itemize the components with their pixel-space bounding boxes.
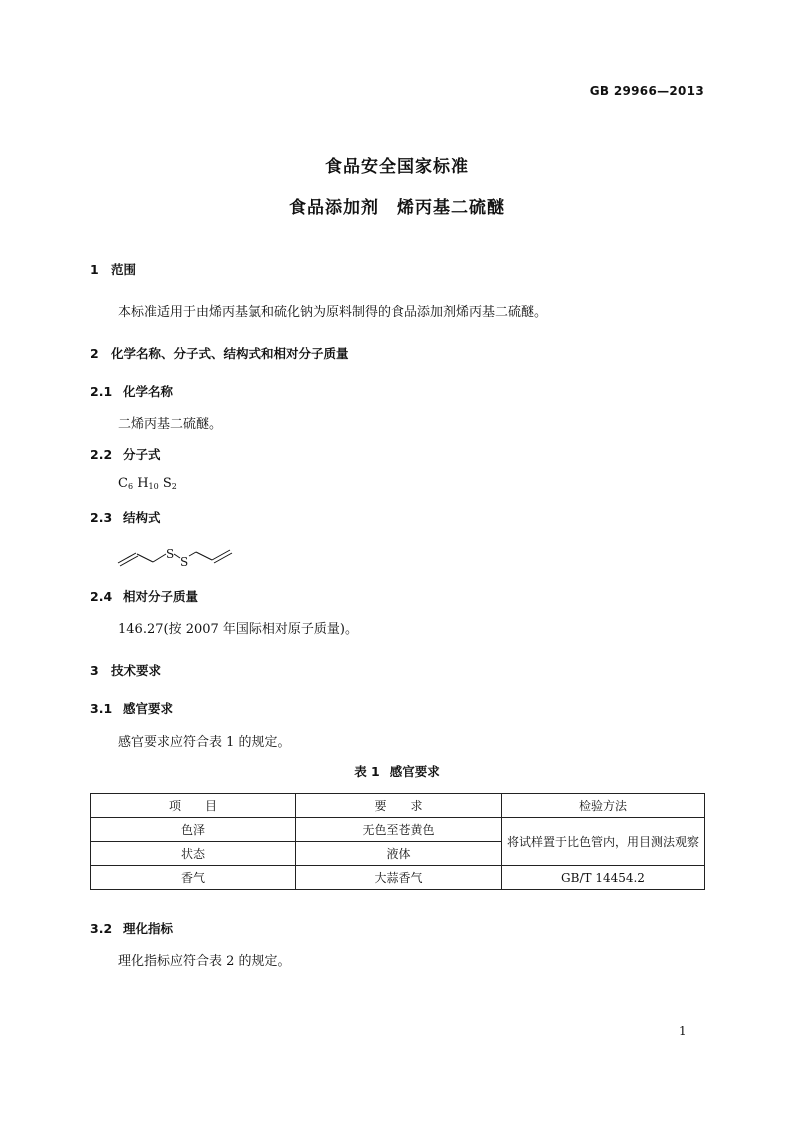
table-header-cell: 要 求 [296,794,502,818]
formula-subscript: 6 [127,482,134,491]
section-1-heading [90,260,136,278]
formula-subscript: 10 [148,482,159,491]
section-3-1-heading [90,699,173,717]
document-subtitle: 食品添加剂 烯丙基二硫醚 [289,198,505,218]
sensory-requirements-table [90,793,705,890]
section-title: 结构式 [123,510,161,525]
document-title: 食品安全国家标准 [325,157,469,177]
section-number: 2.3 [90,510,113,525]
section-title: 感官要求 [123,701,174,716]
bond-line [153,554,166,562]
bond-line [212,550,230,560]
table-header-row [91,794,705,818]
section-title: 范围 [111,262,137,277]
section-1-text: 本标准适用于由烯丙基氯和硫化钠为原料制得的食品添加剂烯丙基二硫醚。 [118,305,548,320]
table-header-cell: 项 目 [91,794,296,818]
table-cell-requirement: 大蒜香气 [296,866,502,890]
standard-code: GB 29966—2013 [589,84,704,98]
bond-line [120,556,138,566]
table-cell-item: 状态 [91,842,296,866]
section-2-2-heading [90,445,161,463]
bond-line [118,553,136,563]
table-cell-requirement: 无色至苍黄色 [296,818,502,842]
table-cell-method: 将试样置于比色管内，用目测法观察 [502,818,705,866]
section-number: 2 [90,346,99,361]
section-number: 2.4 [90,589,113,604]
section-title: 理化指标 [123,921,174,936]
bond-line [137,554,153,562]
section-2-heading [90,344,349,362]
section-number: 2.2 [90,447,113,462]
section-number: 2.1 [90,384,113,399]
physicochemical-text: 理化指标应符合表 2 的规定。 [118,954,291,969]
bond-line [214,553,232,563]
chemical-name-text: 二烯丙基二硫醚。 [118,417,223,432]
table-row [91,866,705,890]
molecular-mass-text: 146.27(按 2007 年国际相对原子质量)。 [118,622,358,637]
table-caption-number: 表 1 [354,764,380,779]
table-caption-title: 感官要求 [389,764,440,779]
page-number: 1 [679,1024,687,1038]
table-cell-item: 香气 [91,866,296,890]
section-number: 3.1 [90,701,113,716]
section-2-3-heading [90,508,161,526]
bond-line [189,552,196,556]
section-number: 3 [90,663,99,678]
section-title: 分子式 [123,447,161,462]
sensory-requirement-text: 感官要求应符合表 1 的规定。 [118,735,291,750]
sulfur-atom-label: S [166,547,175,561]
section-3-heading [90,661,161,679]
structural-formula-diagram [116,540,246,570]
section-number: 1 [90,262,99,277]
table-cell-requirement: 液体 [296,842,502,866]
section-number: 3.2 [90,921,113,936]
section-title: 化学名称、分子式、结构式和相对分子质量 [111,346,349,361]
section-2-4-heading [90,587,198,605]
table-cell-method: GB/T 14454.2 [502,866,705,890]
formula-element-s: S [162,476,172,491]
bond-line [196,552,212,560]
table-cell-item: 色泽 [91,818,296,842]
section-2-1-heading [90,382,173,400]
formula-element-h: H [137,476,149,491]
sulfur-atom-label: S [180,555,189,569]
section-title: 化学名称 [123,384,174,399]
molecular-formula [118,476,177,491]
formula-element-c: C [118,476,128,491]
section-3-2-heading [90,919,173,937]
formula-subscript: 2 [171,482,177,491]
table-1-caption [0,762,794,780]
table-row [91,818,705,842]
section-title: 相对分子质量 [123,589,199,604]
table-header-cell: 检验方法 [502,794,705,818]
section-title: 技术要求 [111,663,162,678]
